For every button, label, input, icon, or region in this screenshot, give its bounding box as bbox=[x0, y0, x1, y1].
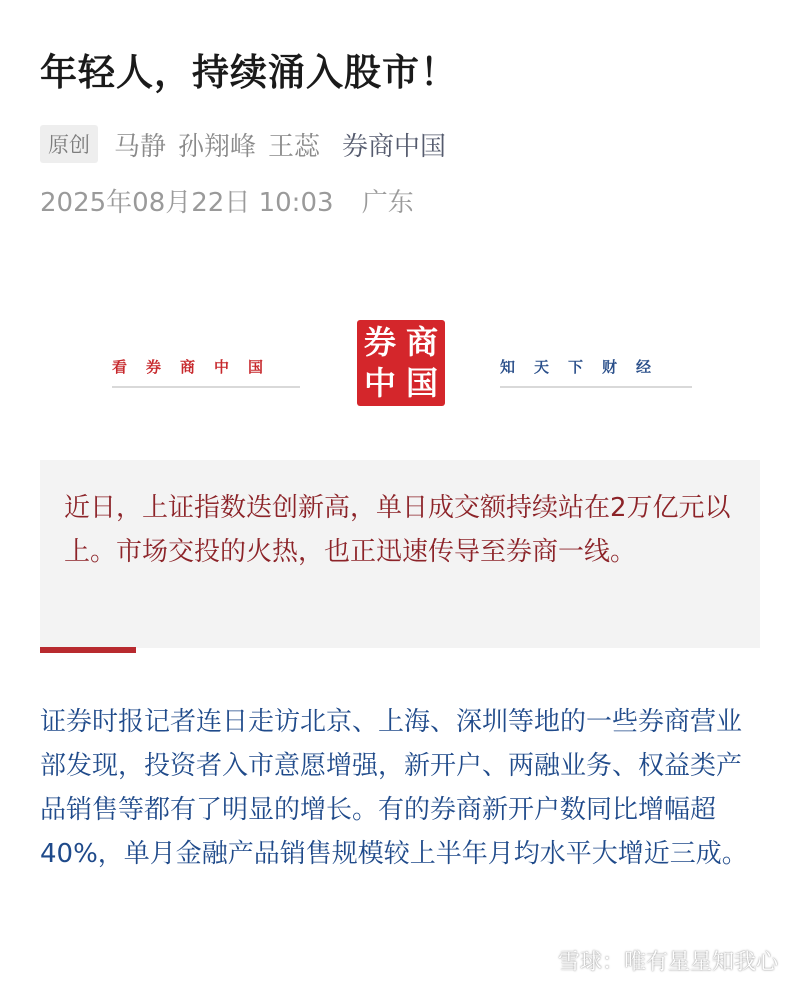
seal-char: 券 bbox=[363, 323, 396, 361]
banner-slogan-left: 看券商中国 bbox=[112, 356, 300, 388]
watermark-text: 雪球：唯有星星知我心 bbox=[557, 949, 778, 975]
xueqiu-logo-icon bbox=[526, 947, 552, 973]
author-name[interactable]: 孙翔峰 bbox=[178, 131, 257, 162]
author-name[interactable]: 马静 bbox=[114, 131, 167, 162]
quote-accent-bar bbox=[40, 647, 136, 653]
lead-quote-text: 近日，上证指数迭创新高，单日成交额持续站在2万亿元以上。市场交投的火热，也正迅速传导至券商一线。 bbox=[64, 493, 731, 567]
publish-location: 广东 bbox=[361, 188, 414, 218]
article-meta bbox=[40, 124, 446, 164]
seal-char: 商 bbox=[405, 323, 438, 361]
article-body-paragraph: 证券时报记者连日走访北京、上海、深圳等地的一些券商营业部发现，投资者入市意愿增强，新开户、两融业务、权益类产品销售等都有了明显的增长。有的券商新开户数同比增幅超40%，单月金融产品销售规模较上半年月均水平大增近三成。 bbox=[40, 707, 748, 869]
author-name[interactable]: 王蕊 bbox=[268, 131, 321, 162]
article-title: 年轻人，持续涌入股市！ bbox=[40, 51, 458, 94]
seal-char: 国 bbox=[405, 364, 438, 402]
account-name-link[interactable]: 券商中国 bbox=[342, 131, 447, 162]
publish-date: 2025年08月22日 10:03 bbox=[40, 188, 334, 218]
banner-slogan-right: 知天下财经 bbox=[500, 356, 692, 388]
seal-char: 中 bbox=[363, 364, 396, 402]
brand-seal-logo bbox=[357, 320, 445, 406]
watermark bbox=[526, 942, 778, 978]
lead-quote-box bbox=[40, 460, 760, 648]
publish-info bbox=[40, 182, 414, 219]
original-badge: 原创 bbox=[40, 125, 98, 163]
